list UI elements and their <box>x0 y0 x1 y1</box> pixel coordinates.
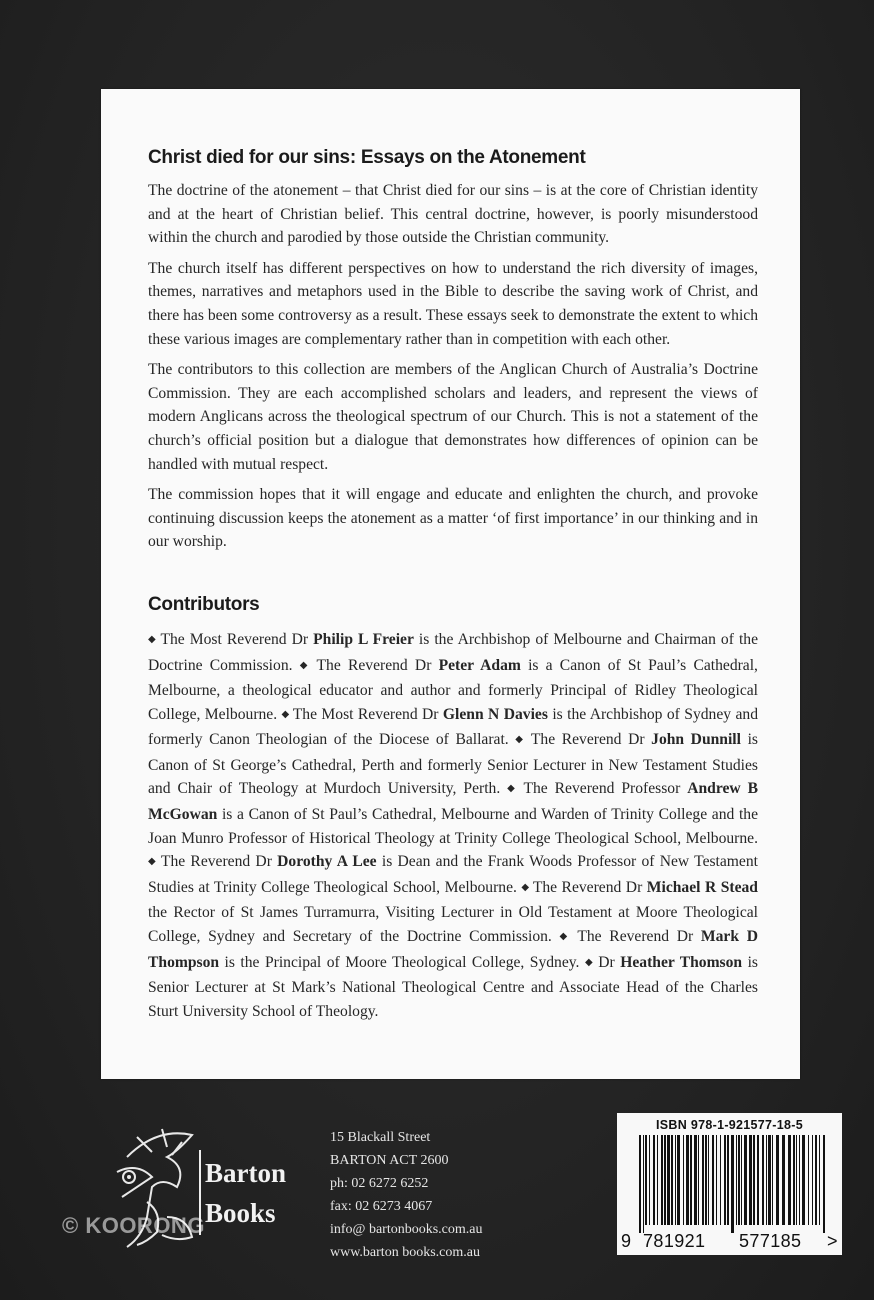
contributor-name: Mark D Thompson <box>148 928 758 971</box>
contributor-title: Dr <box>598 953 621 971</box>
barcode-bar <box>799 1135 800 1225</box>
barcode-bar <box>708 1135 709 1225</box>
bullet-diamond-icon: ◆ <box>521 881 533 893</box>
bullet-diamond-icon: ◆ <box>515 734 531 746</box>
bullet-diamond-icon: ◆ <box>584 956 599 968</box>
contributor-name: John Dunnill <box>651 731 741 749</box>
barcode-bar <box>823 1135 825 1233</box>
barcode-bar <box>815 1135 817 1225</box>
barcode-bars <box>625 1135 830 1233</box>
barcode-bar <box>782 1135 785 1225</box>
contributor-name: Heather Thomson <box>620 953 743 971</box>
publisher-name-line2: Books <box>205 1198 276 1228</box>
isbn-digits-right: 577185 <box>739 1231 802 1251</box>
barcode-bar <box>768 1135 771 1225</box>
description-paragraphs <box>148 179 758 554</box>
isbn-digits-left: 781921 <box>643 1231 706 1251</box>
isbn-label: ISBN 978-1-921577-18-5 <box>656 1118 803 1132</box>
barcode-bar <box>661 1135 663 1225</box>
barcode-bar <box>749 1135 752 1225</box>
publisher-name <box>205 1153 286 1233</box>
contributor-title: The Reverend Professor <box>523 780 688 798</box>
description-panel <box>101 89 800 1079</box>
contributor-title: The Most Reverend Dr <box>292 705 443 723</box>
barcode-bar <box>657 1135 658 1225</box>
contributor-name: Peter Adam <box>438 656 521 674</box>
bullet-diamond-icon: ◆ <box>281 708 293 720</box>
paragraph: The doctrine of the atonement – that Christ died for our sins – is at the core of Christian identity and at the heart of Christian belief. This central doctrine, however, is poorly misunderstood within the church and parodied by those outside the Christian community. <box>148 182 758 247</box>
publisher-name-line1: Barton <box>205 1158 286 1188</box>
publisher-address <box>330 1126 482 1264</box>
barcode-bar <box>741 1135 742 1225</box>
contributor-description: is the Principal of Moore Theological College, Sydney. <box>219 953 585 971</box>
barcode-bar <box>667 1135 670 1225</box>
barcode-bar <box>716 1135 717 1225</box>
address-phone: ph: 02 6272 6252 <box>330 1176 429 1191</box>
contributor-name: Andrew B McGowan <box>148 780 758 824</box>
barcode-bar <box>712 1135 714 1225</box>
barcode-bar <box>653 1135 655 1225</box>
bullet-diamond-icon: ◆ <box>507 783 524 795</box>
barcode-bar <box>802 1135 805 1225</box>
contributor-description: is the Archbishop of Sydney and formerly Canon Theologian of the Diocese of Ballarat. <box>148 705 758 749</box>
barcode-bar <box>744 1135 747 1225</box>
barcode-bar <box>664 1135 666 1225</box>
bullet-diamond-icon: ◆ <box>299 659 317 671</box>
barcode-bar <box>649 1135 650 1225</box>
bullet-diamond-icon: ◆ <box>148 633 161 645</box>
contributor-name: Philip L Freier <box>313 630 414 648</box>
address-city: BARTON ACT 2600 <box>330 1153 449 1168</box>
barcode-bar <box>705 1135 707 1225</box>
barcode-bar <box>683 1135 684 1225</box>
barcode-bar <box>808 1135 809 1225</box>
barcode-bar <box>686 1135 689 1225</box>
contributor-title: The Reverend Dr <box>532 878 647 896</box>
bullet-diamond-icon: ◆ <box>559 931 578 943</box>
contributors-heading: Contributors <box>148 593 260 615</box>
paragraph: The commission hopes that it will engage and educate and enlighten the church, and provoke continuing discussion keeps the atonement as a matter ‘of first importance’ in our thinking and in our worship. <box>148 486 758 551</box>
barcode-bar <box>812 1135 813 1225</box>
contributor-description: is a Canon of St Paul’s Cathedral, Melbourne, a theological educator and author and formerly Principal of Ridley Theological College, Melbourne. <box>148 656 758 723</box>
description-content <box>148 147 758 1023</box>
barcode-bar <box>724 1135 726 1225</box>
isbn-barcode <box>617 1113 842 1255</box>
contributor-title: The Reverend Dr <box>160 853 278 871</box>
isbn-arrow: > <box>827 1231 838 1251</box>
contributor-title: The Reverend Dr <box>577 928 701 946</box>
contributor-title: The Most Reverend Dr <box>160 630 314 648</box>
contributor-name: Michael R Stead <box>646 878 758 896</box>
barcode-bar <box>720 1135 721 1225</box>
barcode-bar <box>645 1135 647 1225</box>
contributor-name: Glenn N Davies <box>442 705 548 723</box>
barcode-bar <box>690 1135 692 1225</box>
barcode-bar <box>702 1135 704 1225</box>
paragraph: The contributors to this collection are members of the Anglican Church of Australia’s Doctrine Commission. They are each accomplished scholars and leaders, and represent the views of modern Anglicans across the theological spectrum of our Church. This is not a statement of the church’s official position but a dialogue that demonstrates how differences of opinion can be handled with mutual respect. <box>148 361 758 473</box>
barcode-bar <box>738 1135 740 1225</box>
barcode-bar <box>731 1135 734 1233</box>
contributors-list <box>148 628 758 1024</box>
contributor-description: is a Canon of St Paul’s Cathedral, Melbourne and Warden of Trinity College and the Joan Munro Professor of Historical Theology at Trinity College Theological School, Melbourne. <box>148 806 758 847</box>
barcode-bar <box>819 1135 820 1225</box>
contributor-description: is the Archbishop of Melbourne and Chairman of the Doctrine Commission. <box>148 630 758 674</box>
barcode-bar <box>698 1135 699 1225</box>
contributor-description: is Canon of St George’s Cathedral, Perth and formerly Senior Lecturer in New Testament Studies and Chair of Theology at Murdoch University, Perth. <box>148 731 758 798</box>
barcode-bar <box>643 1135 644 1233</box>
barcode-bar <box>677 1135 680 1225</box>
contributor-title: The Reverend Dr <box>316 656 439 674</box>
contributor-title: The Reverend Dr <box>530 731 652 749</box>
barcode-bar <box>776 1135 779 1225</box>
barcode-bar <box>766 1135 767 1225</box>
contributor-description: is Dean and the Frank Woods Professor of New Testament Studies at Trinity College Theological School, Melbourne. <box>148 853 758 896</box>
barcode-bar <box>793 1135 795 1225</box>
barcode-bar <box>762 1135 764 1225</box>
bullet-diamond-icon: ◆ <box>148 856 161 868</box>
contributor-description: is Senior Lecturer at St Mark’s National Theological Centre and Associate Head of the Charles Sturt University School of Theology. <box>148 953 758 1020</box>
paragraph: The church itself has different perspectives on how to understand the rich diversity of images, themes, narratives and metaphors used in the Bible to describe the saving work of Christ, and there has been some controversy as a result. These essays seek to demonstrate the extent to which these various images are complementary rather than in competition with each other. <box>148 259 758 348</box>
barcode-bar <box>753 1135 755 1225</box>
barcode-bar <box>675 1135 676 1225</box>
watermark: © KOORONG <box>62 1213 205 1238</box>
book-title: Christ died for our sins: Essays on the Atonement <box>148 147 586 168</box>
barcode-bar <box>796 1135 797 1225</box>
contributor-description: the Rector of St James Turramurra, Visiting Lecturer in Old Testament at Moore Theological College, Sydney and Secretary of the Doctrine Commission. <box>148 904 758 946</box>
address-email: info@ bartonbooks.com.au <box>330 1222 483 1237</box>
barcode-bar <box>788 1135 791 1225</box>
barcode-bar <box>694 1135 697 1225</box>
address-fax: fax: 02 6273 4067 <box>330 1199 433 1214</box>
barcode-bar <box>772 1135 773 1225</box>
barcode-bar <box>736 1135 737 1225</box>
contributor-name: Dorothy A Lee <box>277 853 377 871</box>
isbn-digit-first: 9 <box>621 1231 632 1251</box>
address-website: www.barton books.com.au <box>330 1245 480 1260</box>
barcode-bar <box>639 1135 641 1233</box>
barcode-bar <box>671 1135 673 1225</box>
barcode-bar <box>727 1135 729 1225</box>
address-street: 15 Blackall Street <box>330 1130 431 1145</box>
barcode-bar <box>757 1135 759 1225</box>
